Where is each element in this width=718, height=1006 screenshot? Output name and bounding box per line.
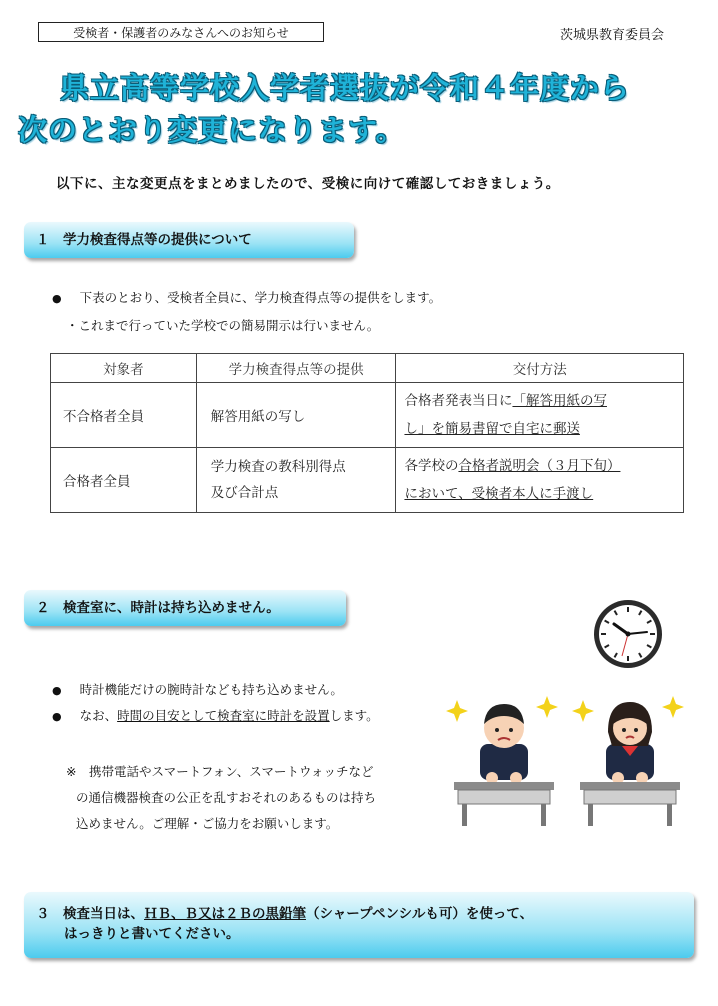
row2-method-pre: 各学校の — [404, 458, 459, 474]
student-boy-illustration — [440, 686, 566, 828]
table-header-method: 交付方法 — [396, 354, 684, 383]
wall-clock-icon — [592, 598, 664, 670]
section3-line1 — [36, 904, 694, 924]
section1-heading: １ 学力検査得点等の提供について — [24, 222, 354, 258]
section2-bullet1-text: 時計機能だけの腕時計なども持ち込めません。 — [79, 682, 343, 697]
intro-text: 以下に、主な変更点をまとめましたので、受検に向けて確認しておきましょう。 — [56, 176, 560, 192]
section2-note-line3: 込めません。ご理解・ご協力をお願いします。 — [76, 816, 339, 831]
section2-heading: ２ 検査室に、時計は持ち込めません。 — [24, 590, 346, 626]
table-row — [51, 383, 684, 448]
table-row — [51, 448, 684, 513]
row1-method-ul1: 「解答用紙の写 — [512, 393, 607, 409]
section3-line1-ul: ＨＢ、Ｂ又は２Ｂの黒鉛筆 — [144, 906, 306, 922]
row2-method — [396, 448, 684, 513]
row1-method-pre: 合格者発表当日に — [404, 393, 513, 409]
section2-bullet1 — [52, 680, 343, 698]
row2-target: 合格者全員 — [51, 448, 197, 513]
section1-bullet — [52, 288, 441, 306]
info-table — [50, 353, 684, 513]
row2-method-ul1: 合格者説明会（３月下旬） — [458, 458, 621, 474]
row2-provision — [196, 448, 396, 513]
student-girl-illustration — [566, 686, 692, 828]
row1-method-ul2: し」を簡易書留で自宅に郵送 — [404, 421, 580, 437]
section3-line2: はっきりと書いてください。 — [64, 926, 240, 942]
row2-provision-line2: 及び合計点 — [210, 485, 279, 501]
row1-target: 不合格者全員 — [51, 383, 197, 448]
section3-line1-pre: ３ 検査当日は、 — [36, 906, 144, 922]
section3-line1-post: （シャープペンシルも可）を使って、 — [306, 906, 534, 922]
issuer-name: 茨城県教育委員会 — [560, 28, 665, 43]
section2-note-line1: ※ 携帯電話やスマートフォン、スマートウォッチなど — [66, 764, 374, 779]
section3-heading — [24, 892, 694, 958]
main-title-line1: 県立高等学校入学者選抜が令和４年度から — [60, 71, 631, 105]
section2-bullet2-ul: 時間の目安として検査室に時計を設置 — [117, 708, 330, 723]
section1-note: ・これまで行っていた学校での簡易開示は行いません。 — [66, 318, 380, 333]
row2-provision-line1: 学力検査の教科別得点 — [210, 459, 346, 475]
notice-label: 受検者・保護者のみなさんへのお知らせ — [38, 22, 324, 42]
table-header-provision: 学力検査得点等の提供 — [196, 354, 396, 383]
section2-bullet2-pre: なお、 — [79, 708, 118, 723]
table-header-row — [51, 354, 684, 383]
section2-bullet2 — [52, 706, 379, 724]
section2-note-line2: の通信機器検査の公正を乱すおそれのあるものは持ち — [76, 790, 377, 805]
row1-provision: 解答用紙の写し — [196, 383, 396, 448]
row1-method — [396, 383, 684, 448]
section1-bullet-text: 下表のとおり、受検者全員に、学力検査得点等の提供をします。 — [79, 290, 442, 305]
main-title-line2: 次のとおり変更になります。 — [18, 113, 406, 147]
row2-method-ul2: において、受検者本人に手渡し — [404, 486, 594, 502]
table-header-target: 対象者 — [51, 354, 197, 383]
section2-bullet2-post: します。 — [329, 708, 379, 723]
